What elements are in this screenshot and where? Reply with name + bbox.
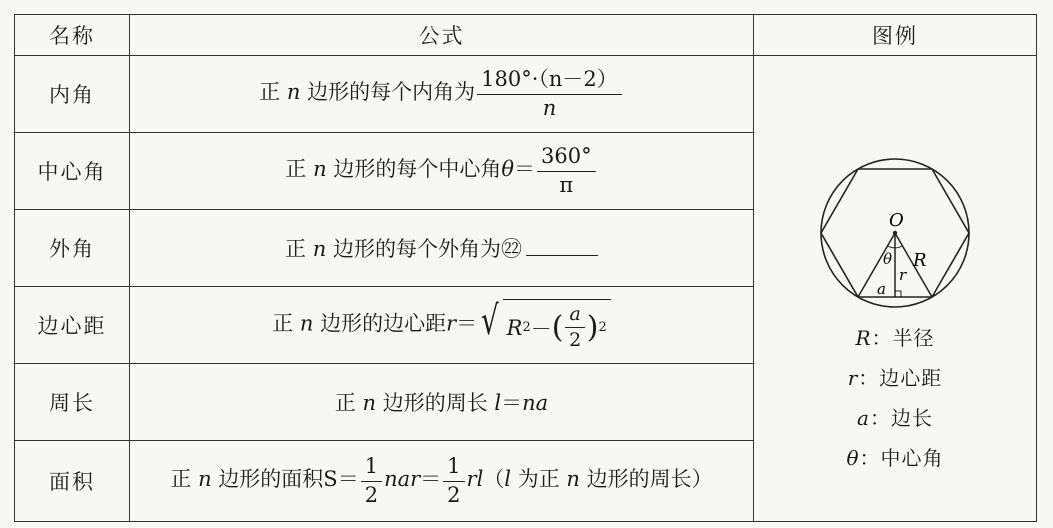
legend-text: ：边长 — [869, 405, 933, 430]
label-a: a — [877, 279, 886, 298]
header-formula: 公式 — [130, 15, 754, 56]
var-l: l — [504, 467, 512, 492]
radicand — [503, 299, 611, 351]
var-n: n — [286, 80, 301, 105]
legend-symbol: a — [857, 405, 870, 430]
fraction — [443, 455, 464, 506]
header-name: 名称 — [15, 15, 130, 56]
var-l: l — [494, 391, 502, 415]
exponent: 2 — [522, 320, 531, 335]
answer-blank[interactable] — [526, 235, 598, 256]
square-root — [477, 299, 611, 351]
fraction-denominator: 2 — [364, 482, 379, 507]
label-R: R — [913, 249, 927, 271]
formula-text: 边形的每个外角为 — [332, 237, 501, 261]
formula-exterior-angle — [130, 210, 754, 287]
legend-list — [846, 318, 943, 478]
fraction-denominator: π — [559, 172, 574, 197]
row-name-apothem: 边心距 — [15, 287, 130, 364]
legend-symbol: θ — [846, 445, 860, 470]
var-rl: rl — [466, 467, 484, 492]
fraction — [361, 455, 382, 506]
formula-text: 边形的周长 — [382, 391, 488, 415]
equals-sign: ＝ — [420, 467, 442, 492]
var-nar: nar — [384, 467, 421, 492]
row-name-exterior-angle: 外角 — [15, 210, 130, 287]
fraction-denominator: 2 — [447, 482, 461, 507]
fraction-numerator: 1 — [361, 455, 382, 481]
formula-text: 正 — [272, 311, 294, 336]
legend — [754, 100, 1036, 478]
var-na: na — [522, 391, 549, 415]
paren-close: ) — [586, 309, 599, 345]
legend-text: ：中心角 — [859, 445, 944, 470]
header-row — [15, 15, 1037, 56]
formula-text: 边形的周长） — [586, 467, 713, 492]
table-row — [15, 56, 1037, 133]
row-name-interior-angle: 内角 — [15, 56, 130, 133]
formula-central-angle — [130, 133, 754, 210]
var-n: n — [312, 237, 327, 261]
hexagon-diagram — [817, 158, 973, 308]
formula-text: 为正 — [517, 467, 560, 492]
var-r: r — [446, 311, 457, 336]
var-S: S — [323, 467, 338, 492]
formula-sheet — [14, 14, 1036, 518]
fraction-numerator: 360° — [537, 145, 596, 171]
label-theta: θ — [883, 249, 893, 268]
row-name-central-angle: 中心角 — [15, 133, 130, 210]
label-r: r — [899, 265, 907, 284]
legend-symbol: R — [855, 325, 872, 350]
formula-table — [14, 14, 1037, 522]
var-theta: θ — [501, 157, 514, 182]
formula-perimeter — [130, 364, 754, 441]
equals-sign: ＝ — [513, 157, 535, 182]
formula-apothem — [130, 287, 754, 364]
fraction — [477, 68, 622, 119]
legend-text: ：半径 — [871, 325, 935, 350]
legend-cell — [754, 56, 1037, 522]
fraction-denominator: n — [542, 95, 557, 120]
var-n: n — [362, 391, 377, 415]
equals-sign: ＝ — [337, 467, 359, 492]
radical-icon: √ — [480, 298, 499, 345]
paren-open: （ — [483, 467, 505, 492]
legend-item — [846, 398, 943, 438]
legend-item — [846, 318, 943, 358]
formula-text: 边形的每个中心角 — [333, 157, 502, 182]
equals-sign: ＝ — [501, 391, 523, 415]
equals-sign: ＝ — [456, 311, 478, 336]
var-n: n — [313, 157, 327, 182]
formula-text: 正 — [285, 237, 307, 261]
legend-symbol: r — [847, 365, 859, 390]
fraction-denominator: 2 — [569, 329, 582, 351]
exponent: 2 — [598, 320, 607, 335]
header-legend: 图例 — [754, 15, 1037, 56]
fraction-numerator: 180°·（n－2） — [477, 68, 622, 94]
minus-sign: － — [530, 316, 552, 341]
formula-text: 正 — [285, 157, 307, 182]
formula-text: 边形的面积 — [218, 467, 324, 492]
paren-open: ( — [551, 309, 564, 345]
fraction-numerator: 1 — [443, 455, 464, 481]
row-name-perimeter: 周长 — [15, 364, 130, 441]
formula-interior-angle — [130, 56, 754, 133]
var-n: n — [198, 467, 212, 492]
var-R: R — [506, 315, 523, 340]
formula-text: 正 — [170, 467, 192, 492]
blank-number: ㉒ — [500, 237, 522, 261]
var-n: n — [299, 311, 314, 336]
var-n: n — [566, 467, 580, 492]
legend-text: ：边心距 — [858, 365, 943, 390]
row-name-area: 面积 — [15, 441, 130, 522]
legend-item — [846, 438, 943, 478]
fraction-numerator: a — [565, 304, 584, 328]
formula-text: 边形的每个内角为 — [307, 80, 476, 105]
fraction — [537, 145, 596, 196]
formula-area — [130, 441, 754, 522]
label-O: O — [889, 209, 904, 231]
fraction — [565, 304, 584, 351]
formula-text: 正 — [334, 391, 356, 415]
formula-text: 正 — [259, 80, 281, 105]
legend-item — [846, 358, 943, 398]
formula-text: 边形的边心距 — [320, 311, 447, 336]
